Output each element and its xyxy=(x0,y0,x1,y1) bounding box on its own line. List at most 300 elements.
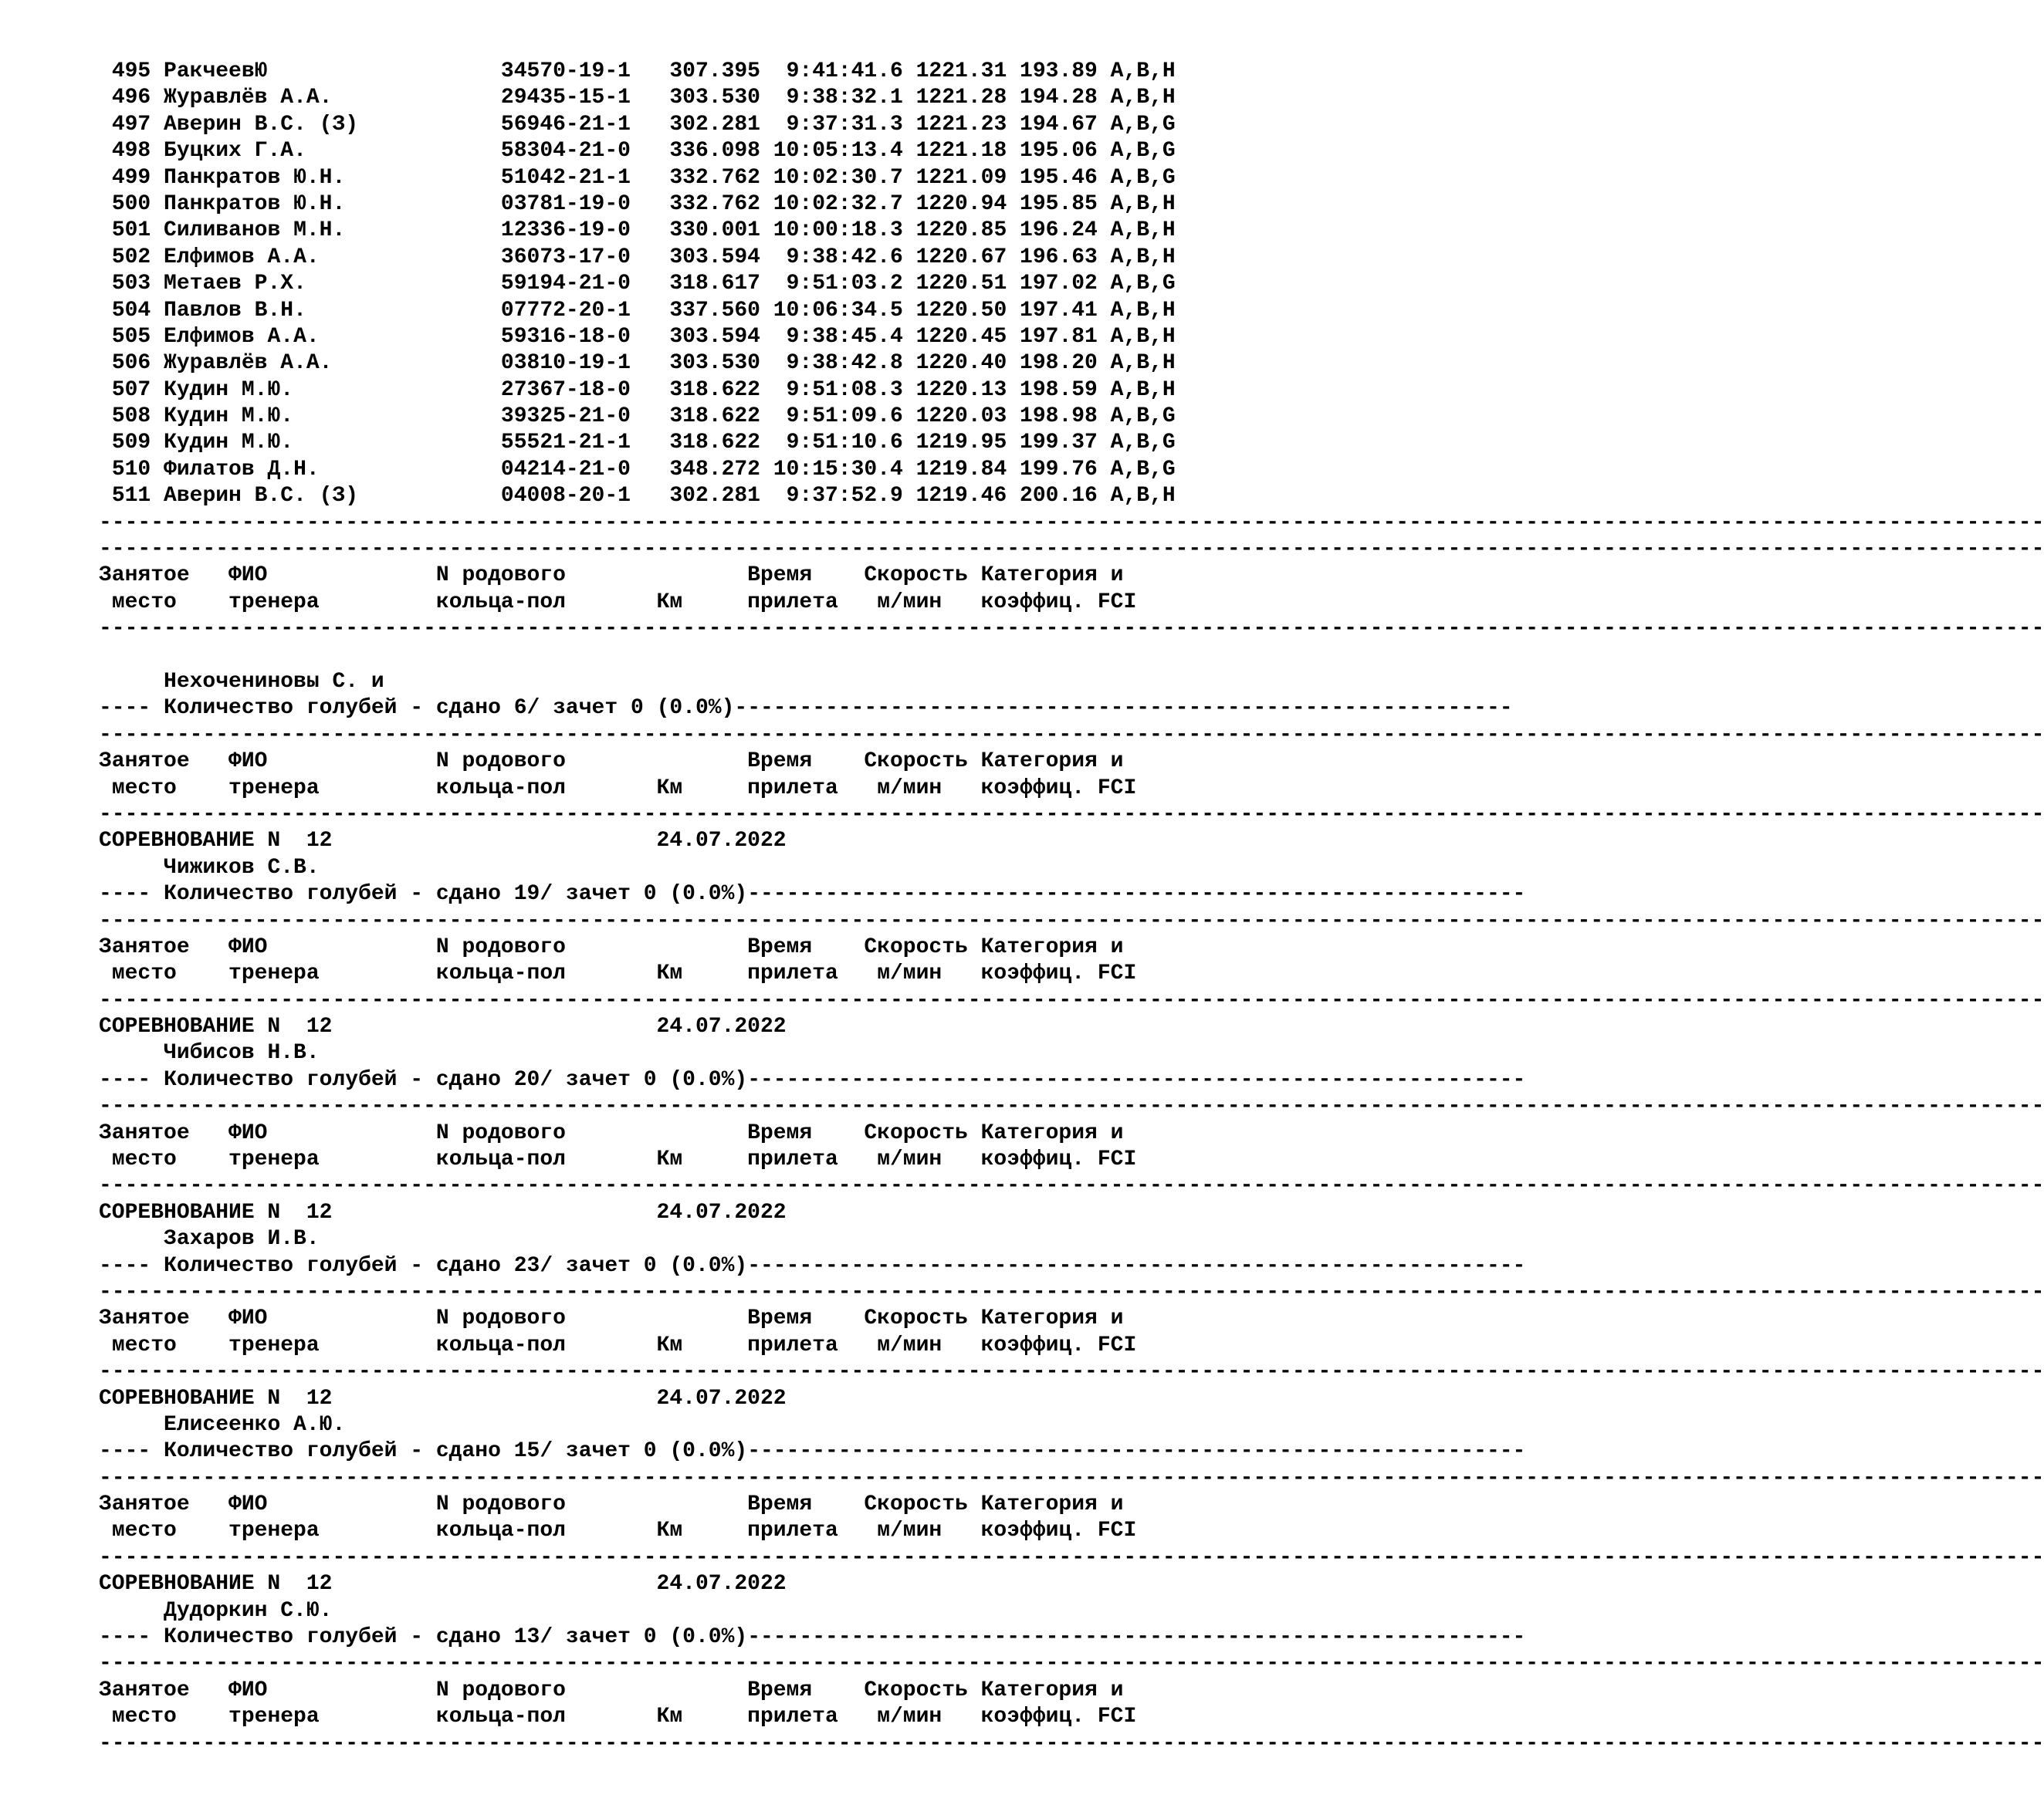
speed-cell: 1220.85 xyxy=(915,218,1020,243)
place-cell: 498 xyxy=(111,139,151,164)
header-category: Категория и xyxy=(980,1121,1124,1145)
header-name: ФИО xyxy=(228,749,436,774)
category-cell: A,B,G xyxy=(1110,139,1176,164)
column-header-row-2 xyxy=(99,1518,1257,1544)
speed-cell: 1221.31 xyxy=(915,59,1020,83)
place-cell: 511 xyxy=(111,484,151,509)
distance-cell: 318.622 xyxy=(669,404,773,429)
distance-cell: 302.281 xyxy=(669,484,773,509)
count-submitted: 15 xyxy=(513,1439,540,1464)
header-time: прилета xyxy=(747,962,878,986)
divider: ------------------------------------------------------------------------------------------------------------------------------------------------------ xyxy=(99,1360,2044,1384)
header-ring: кольца-пол xyxy=(435,1519,657,1543)
header-ring: N родового xyxy=(435,1678,748,1702)
result-row xyxy=(99,483,1257,509)
coefficient-cell: 197.41 xyxy=(1020,298,1111,323)
header-time: прилета xyxy=(747,1333,878,1357)
arrival-time-cell: 10:15:30.4 xyxy=(773,457,903,482)
header-place: Занятое xyxy=(99,1121,229,1145)
result-row xyxy=(99,85,1257,111)
trainer-name: Нехочениновы С. и xyxy=(164,669,384,694)
header-km: Км xyxy=(656,1519,748,1543)
count-counted-label: зачет xyxy=(565,1625,631,1650)
column-header-row-1 xyxy=(99,1492,1257,1518)
column-header-row-1 xyxy=(99,1121,1257,1147)
result-row xyxy=(99,165,1257,191)
trainer-name-cell: Панкратов Ю.Н. xyxy=(164,191,501,216)
count-counted-label: зачет xyxy=(565,1253,631,1278)
header-category: коэффиц. FCI xyxy=(980,1148,1137,1172)
speed-cell: 1220.13 xyxy=(915,377,1020,402)
divider: ------------------------------------------------------------------------------------------------------------------------------------------------------ xyxy=(99,617,2044,641)
place-cell: 496 xyxy=(111,86,151,110)
coefficient-cell: 195.46 xyxy=(1020,165,1111,190)
competition-number: 12 xyxy=(306,1200,657,1225)
ring-number-cell: 04214-21-0 xyxy=(500,457,670,482)
arrival-time-cell: 9:51:03.2 xyxy=(773,272,903,296)
category-cell: A,B,G xyxy=(1110,431,1176,455)
header-category: коэффиц. FCI xyxy=(980,1519,1137,1543)
count-percent: 0.0% xyxy=(682,1625,735,1650)
competition-line xyxy=(99,828,1257,854)
speed-cell: 1220.51 xyxy=(915,272,1020,296)
result-row xyxy=(99,324,1257,350)
divider: ------------------------------------------------------------------------------------------------------------------------------------------------------ xyxy=(99,1174,2044,1198)
competition-line xyxy=(99,1386,1257,1412)
arrival-time-cell: 9:38:42.8 xyxy=(773,351,903,376)
header-speed: Скорость xyxy=(864,1678,981,1702)
category-cell: A,B,H xyxy=(1110,298,1176,323)
count-label: Количество голубей - сдано xyxy=(164,696,501,721)
section-trainer xyxy=(99,855,1257,881)
speed-cell: 1220.67 xyxy=(915,245,1020,269)
header-category: коэффиц. FCI xyxy=(980,590,1137,614)
column-header-row-1 xyxy=(99,1678,1257,1704)
competition-label: СОРЕВНОВАНИЕ N xyxy=(99,1200,281,1225)
competition-line xyxy=(99,1200,1257,1226)
competition-label: СОРЕВНОВАНИЕ N xyxy=(99,1015,281,1039)
arrival-time-cell: 10:02:32.7 xyxy=(773,191,903,216)
blank-line xyxy=(99,643,1257,669)
distance-cell: 318.622 xyxy=(669,377,773,402)
header-category: коэффиц. FCI xyxy=(980,776,1137,800)
trainer-name-cell: Кудин М.Ю. xyxy=(164,377,501,402)
ring-number-cell: 36073-17-0 xyxy=(500,245,670,269)
section-trainer xyxy=(99,1598,1257,1624)
coefficient-cell: 195.06 xyxy=(1020,139,1111,164)
arrival-time-cell: 9:51:09.6 xyxy=(773,404,903,429)
header-place: Занятое xyxy=(99,1678,229,1702)
speed-cell: 1220.40 xyxy=(915,351,1020,376)
coefficient-cell: 199.37 xyxy=(1020,431,1111,455)
header-time: прилета xyxy=(747,590,878,614)
coefficient-cell: 198.59 xyxy=(1020,377,1111,402)
category-cell: A,B,H xyxy=(1110,484,1176,509)
header-name: тренера xyxy=(228,590,436,614)
results-document xyxy=(99,59,2044,1757)
arrival-time-cell: 9:37:31.3 xyxy=(773,112,903,137)
header-speed: Скорость xyxy=(864,1121,981,1145)
header-name: тренера xyxy=(228,1519,436,1543)
column-header-row-2 xyxy=(99,1333,1257,1359)
header-name: ФИО xyxy=(228,563,436,588)
count-counted: 0 xyxy=(643,1439,657,1464)
competition-line xyxy=(99,1014,1257,1040)
header-ring: кольца-пол xyxy=(435,1705,657,1729)
category-cell: A,B,H xyxy=(1110,351,1176,376)
result-row xyxy=(99,112,1257,138)
header-category: коэффиц. FCI xyxy=(980,1333,1137,1357)
header-name: тренера xyxy=(228,776,436,800)
divider: ------------------------------------------------------------------------------------------------------------------------------------------------------ xyxy=(99,802,2044,826)
distance-cell: 303.530 xyxy=(669,351,773,376)
count-counted-label: зачет xyxy=(565,1067,631,1092)
category-cell: A,B,H xyxy=(1110,86,1176,110)
count-submitted: 20 xyxy=(513,1067,540,1092)
count-label: Количество голубей - сдано xyxy=(164,882,501,907)
result-row xyxy=(99,377,1257,404)
count-percent: 0.0% xyxy=(682,1253,735,1278)
header-speed: м/мин xyxy=(877,1333,981,1357)
arrival-time-cell: 9:51:10.6 xyxy=(773,431,903,455)
coefficient-cell: 194.67 xyxy=(1020,112,1111,137)
ring-number-cell: 56946-21-1 xyxy=(500,112,670,137)
speed-cell: 1221.23 xyxy=(915,112,1020,137)
divider: ------------------------------------------------------------------------------------------------------------------------------------------------------ xyxy=(99,1651,2044,1676)
distance-cell: 330.001 xyxy=(669,218,773,243)
header-time: Время xyxy=(747,1492,865,1517)
place-cell: 506 xyxy=(111,351,151,376)
arrival-time-cell: 10:02:30.7 xyxy=(773,165,903,190)
competition-date: 24.07.2022 xyxy=(656,829,787,853)
trainer-name-cell: Кудин М.Ю. xyxy=(164,431,501,455)
divider: ------------------------------------------------------------------------------------------------------------------------------------------------------ xyxy=(99,988,2044,1012)
speed-cell: 1220.50 xyxy=(915,298,1020,323)
header-speed: м/мин xyxy=(877,962,981,986)
ring-number-cell: 59194-21-0 xyxy=(500,272,670,296)
competition-number: 12 xyxy=(306,1386,657,1411)
ring-number-cell: 55521-21-1 xyxy=(500,431,670,455)
header-speed: м/мин xyxy=(877,1705,981,1729)
header-ring: N родового xyxy=(435,749,748,774)
trainer-name: Дудоркин С.Ю. xyxy=(164,1598,333,1623)
header-category: Категория и xyxy=(980,935,1124,959)
header-speed: Скорость xyxy=(864,563,981,588)
count-label: Количество голубей - сдано xyxy=(164,1067,501,1092)
category-cell: A,B,G xyxy=(1110,112,1176,137)
coefficient-cell: 195.85 xyxy=(1020,191,1111,216)
speed-cell: 1219.84 xyxy=(915,457,1020,482)
column-header-row-1 xyxy=(99,935,1257,961)
competition-number: 12 xyxy=(306,1572,657,1597)
trainer-name: Чижиков С.В. xyxy=(164,855,320,880)
column-header-row-1 xyxy=(99,749,1257,775)
header-time: прилета xyxy=(747,1519,878,1543)
distance-cell: 332.762 xyxy=(669,191,773,216)
place-cell: 497 xyxy=(111,112,151,137)
coefficient-cell: 198.20 xyxy=(1020,351,1111,376)
distance-cell: 348.272 xyxy=(669,457,773,482)
column-header-row-1 xyxy=(99,563,1257,589)
count-percent: 0.0% xyxy=(669,696,722,721)
header-time: Время xyxy=(747,563,865,588)
speed-cell: 1219.46 xyxy=(915,484,1020,509)
distance-cell: 307.395 xyxy=(669,59,773,83)
category-cell: A,B,H xyxy=(1110,377,1176,402)
header-ring: кольца-пол xyxy=(435,590,657,614)
result-row xyxy=(99,59,1257,85)
trainer-name-cell: Буцких Г.А. xyxy=(164,139,501,164)
coefficient-cell: 194.28 xyxy=(1020,86,1111,110)
coefficient-cell: 197.81 xyxy=(1020,324,1111,349)
competition-line xyxy=(99,1571,1257,1597)
coefficient-cell: 196.63 xyxy=(1020,245,1111,269)
arrival-time-cell: 9:38:45.4 xyxy=(773,324,903,349)
ring-number-cell: 29435-15-1 xyxy=(500,86,670,110)
result-row xyxy=(99,404,1257,430)
header-name: ФИО xyxy=(228,935,436,959)
competition-label: СОРЕВНОВАНИЕ N xyxy=(99,1572,281,1597)
divider: ------------------------------------------------------------------------------------------------------------------------------------------------------ xyxy=(99,1094,2044,1119)
distance-cell: 303.530 xyxy=(669,86,773,110)
header-place: место xyxy=(111,1333,229,1357)
competition-date: 24.07.2022 xyxy=(656,1200,787,1225)
header-category: Категория и xyxy=(980,1306,1124,1331)
divider: ------------------------------------------------------------------------------------------------------------------------------------------------------ xyxy=(99,1731,2044,1756)
count-counted: 0 xyxy=(643,1625,657,1650)
count-label: Количество голубей - сдано xyxy=(164,1625,501,1650)
header-ring: кольца-пол xyxy=(435,962,657,986)
distance-cell: 332.762 xyxy=(669,165,773,190)
coefficient-cell: 193.89 xyxy=(1020,59,1111,83)
trainer-name-cell: Кудин М.Ю. xyxy=(164,404,501,429)
category-cell: A,B,G xyxy=(1110,404,1176,429)
result-row xyxy=(99,218,1257,244)
header-speed: Скорость xyxy=(864,935,981,959)
arrival-time-cell: 9:51:08.3 xyxy=(773,377,903,402)
header-km: Км xyxy=(656,1705,748,1729)
coefficient-cell: 197.02 xyxy=(1020,272,1111,296)
divider: ------------------------------------------------------------------------------------------------------------------------------------------------------ xyxy=(99,1279,2044,1304)
pigeon-count-line: ---- Количество голубей - сдано 6/ зачет 0 (0.0%)------------------------------------------------------------ xyxy=(99,696,1513,721)
result-row xyxy=(99,457,1257,483)
distance-cell: 337.560 xyxy=(669,298,773,323)
count-percent: 0.0% xyxy=(682,1067,735,1092)
count-counted: 0 xyxy=(630,696,644,721)
category-cell: A,B,H xyxy=(1110,59,1176,83)
header-place: место xyxy=(111,1148,229,1172)
arrival-time-cell: 10:00:18.3 xyxy=(773,218,903,243)
header-speed: м/мин xyxy=(877,1148,981,1172)
speed-cell: 1221.18 xyxy=(915,139,1020,164)
trainer-name-cell: Аверин В.С. (З) xyxy=(164,484,501,509)
arrival-time-cell: 9:38:42.6 xyxy=(773,245,903,269)
arrival-time-cell: 10:06:34.5 xyxy=(773,298,903,323)
header-ring: N родового xyxy=(435,563,748,588)
header-km: Км xyxy=(656,1148,748,1172)
place-cell: 509 xyxy=(111,431,151,455)
header-category: коэффиц. FCI xyxy=(980,962,1137,986)
result-row xyxy=(99,350,1257,377)
count-percent: 0.0% xyxy=(682,1439,735,1464)
header-name: тренера xyxy=(228,1333,436,1357)
count-counted: 0 xyxy=(643,1253,657,1278)
header-km: Км xyxy=(656,962,748,986)
competition-number: 12 xyxy=(306,829,657,853)
trainer-name-cell: Павлов В.Н. xyxy=(164,298,501,323)
pigeon-count-line: ---- Количество голубей - сдано 13/ зачет 0 (0.0%)------------------------------------------------------------ xyxy=(99,1625,1526,1650)
arrival-time-cell: 9:38:32.1 xyxy=(773,86,903,110)
header-time: Время xyxy=(747,749,865,774)
header-km: Км xyxy=(656,1333,748,1357)
ring-number-cell: 12336-19-0 xyxy=(500,218,670,243)
coefficient-cell: 199.76 xyxy=(1020,457,1111,482)
header-place: Занятое xyxy=(99,749,229,774)
divider: ------------------------------------------------------------------------------------------------------------------------------------------------------ xyxy=(99,722,2044,747)
arrival-time-cell: 9:37:52.9 xyxy=(773,484,903,509)
coefficient-cell: 196.24 xyxy=(1020,218,1111,243)
count-label: Количество голубей - сдано xyxy=(164,1253,501,1278)
category-cell: A,B,H xyxy=(1110,245,1176,269)
pigeon-count-line: ---- Количество голубей - сдано 20/ зачет 0 (0.0%)------------------------------------------------------------ xyxy=(99,1067,1526,1092)
competition-date: 24.07.2022 xyxy=(656,1572,787,1597)
column-header-row-1 xyxy=(99,1306,1257,1332)
speed-cell: 1220.94 xyxy=(915,191,1020,216)
place-cell: 508 xyxy=(111,404,151,429)
distance-cell: 336.098 xyxy=(669,139,773,164)
competition-label: СОРЕВНОВАНИЕ N xyxy=(99,1386,281,1411)
coefficient-cell: 198.98 xyxy=(1020,404,1111,429)
competition-label: СОРЕВНОВАНИЕ N xyxy=(99,829,281,853)
distance-cell: 318.617 xyxy=(669,272,773,296)
header-place: место xyxy=(111,776,229,800)
section-trainer xyxy=(99,669,1257,695)
divider: ------------------------------------------------------------------------------------------------------------------------------------------------------ xyxy=(99,510,2044,535)
place-cell: 500 xyxy=(111,191,151,216)
ring-number-cell: 51042-21-1 xyxy=(500,165,670,190)
trainer-name-cell: Елфимов А.А. xyxy=(164,245,501,269)
speed-cell: 1220.45 xyxy=(915,324,1020,349)
header-ring: кольца-пол xyxy=(435,776,657,800)
place-cell: 504 xyxy=(111,298,151,323)
column-header-row-2 xyxy=(99,961,1257,987)
count-counted: 0 xyxy=(643,882,657,907)
count-counted-label: зачет xyxy=(565,1439,631,1464)
count-counted-label: зачет xyxy=(553,696,618,721)
header-place: Занятое xyxy=(99,1492,229,1517)
count-submitted: 13 xyxy=(513,1625,540,1650)
distance-cell: 318.622 xyxy=(669,431,773,455)
distance-cell: 303.594 xyxy=(669,245,773,269)
trainer-name-cell: Аверин В.С. (З) xyxy=(164,112,501,137)
place-cell: 502 xyxy=(111,245,151,269)
place-cell: 505 xyxy=(111,324,151,349)
distance-cell: 302.281 xyxy=(669,112,773,137)
result-row xyxy=(99,271,1257,297)
header-category: Категория и xyxy=(980,749,1124,774)
speed-cell: 1219.95 xyxy=(915,431,1020,455)
ring-number-cell: 03810-19-1 xyxy=(500,351,670,376)
count-submitted: 6 xyxy=(513,696,527,721)
category-cell: A,B,H xyxy=(1110,324,1176,349)
header-speed: м/мин xyxy=(877,1519,981,1543)
category-cell: A,B,G xyxy=(1110,165,1176,190)
count-label: Количество голубей - сдано xyxy=(164,1439,501,1464)
header-speed: Скорость xyxy=(864,749,981,774)
competition-number: 12 xyxy=(306,1015,657,1039)
result-row xyxy=(99,138,1257,164)
header-category: Категория и xyxy=(980,1678,1124,1702)
header-name: ФИО xyxy=(228,1306,436,1331)
ring-number-cell: 34570-19-1 xyxy=(500,59,670,83)
trainer-name-cell: Силиванов М.Н. xyxy=(164,218,501,243)
header-name: ФИО xyxy=(228,1121,436,1145)
header-ring: N родового xyxy=(435,1492,748,1517)
header-time: Время xyxy=(747,1306,865,1331)
place-cell: 510 xyxy=(111,457,151,482)
header-name: тренера xyxy=(228,1148,436,1172)
result-row xyxy=(99,430,1257,456)
ring-number-cell: 03781-19-0 xyxy=(500,191,670,216)
column-header-row-2 xyxy=(99,590,1257,616)
category-cell: A,B,G xyxy=(1110,272,1176,296)
ring-number-cell: 39325-21-0 xyxy=(500,404,670,429)
header-name: тренера xyxy=(228,1705,436,1729)
header-name: ФИО xyxy=(228,1492,436,1517)
ring-number-cell: 59316-18-0 xyxy=(500,324,670,349)
header-speed: м/мин xyxy=(877,776,981,800)
divider: ------------------------------------------------------------------------------------------------------------------------------------------------------ xyxy=(99,1465,2044,1490)
header-time: Время xyxy=(747,935,865,959)
trainer-name-cell: Панкратов Ю.Н. xyxy=(164,165,501,190)
column-header-row-2 xyxy=(99,1704,1257,1730)
arrival-time-cell: 10:05:13.4 xyxy=(773,139,903,164)
column-header-row-2 xyxy=(99,1147,1257,1173)
header-ring: кольца-пол xyxy=(435,1333,657,1357)
column-header-row-2 xyxy=(99,776,1257,802)
count-submitted: 23 xyxy=(513,1253,540,1278)
trainer-name: Захаров И.В. xyxy=(164,1227,320,1252)
place-cell: 503 xyxy=(111,272,151,296)
trainer-name-cell: Метаев Р.Х. xyxy=(164,272,501,296)
divider: ------------------------------------------------------------------------------------------------------------------------------------------------------ xyxy=(99,537,2044,562)
pigeon-count-line: ---- Количество голубей - сдано 15/ зачет 0 (0.0%)------------------------------------------------------------ xyxy=(99,1439,1526,1464)
pigeon-count-line: ---- Количество голубей - сдано 23/ зачет 0 (0.0%)------------------------------------------------------------ xyxy=(99,1253,1526,1278)
count-percent: 0.0% xyxy=(682,882,735,907)
header-km: Км xyxy=(656,590,748,614)
speed-cell: 1221.28 xyxy=(915,86,1020,110)
header-place: место xyxy=(111,962,229,986)
coefficient-cell: 200.16 xyxy=(1020,484,1111,509)
competition-date: 24.07.2022 xyxy=(656,1015,787,1039)
header-place: Занятое xyxy=(99,1306,229,1331)
section-trainer xyxy=(99,1412,1257,1438)
place-cell: 499 xyxy=(111,165,151,190)
ring-number-cell: 04008-20-1 xyxy=(500,484,670,509)
trainer-name-cell: Журавлёв А.А. xyxy=(164,351,501,376)
header-speed: м/мин xyxy=(877,590,981,614)
ring-number-cell: 58304-21-0 xyxy=(500,139,670,164)
header-place: Занятое xyxy=(99,935,229,959)
header-time: прилета xyxy=(747,1148,878,1172)
trainer-name-cell: Филатов Д.Н. xyxy=(164,457,501,482)
header-place: место xyxy=(111,590,229,614)
trainer-name-cell: РакчеевЮ xyxy=(164,59,501,83)
trainer-name: Чибисов Н.В. xyxy=(164,1041,320,1066)
count-counted-label: зачет xyxy=(565,882,631,907)
result-row xyxy=(99,191,1257,218)
divider: ------------------------------------------------------------------------------------------------------------------------------------------------------ xyxy=(99,1545,2044,1570)
